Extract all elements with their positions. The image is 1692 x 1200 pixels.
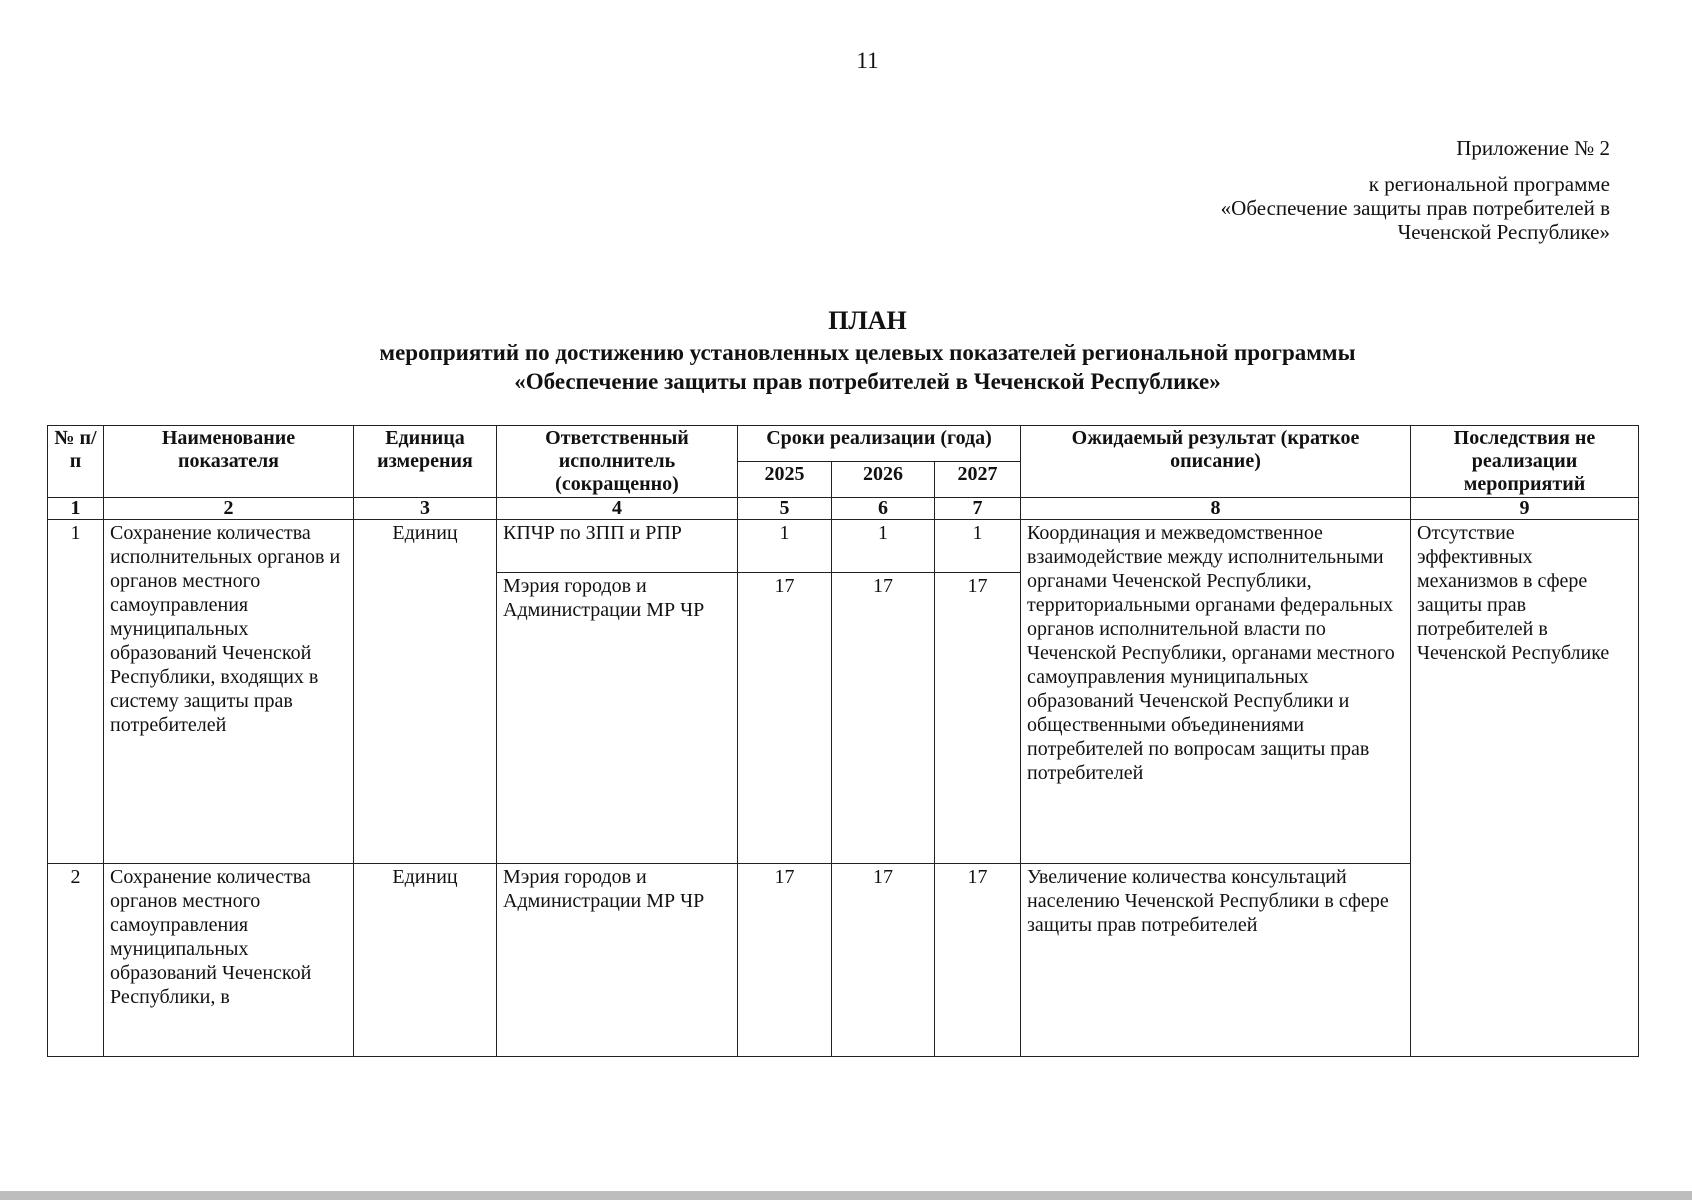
executor: Мэрия городов и Администрации МР ЧР	[497, 864, 738, 1057]
header-terms: Сроки реализации (года)	[738, 426, 1021, 462]
column-number: 8	[1021, 498, 1411, 520]
expected-result: Координация и межведомственное взаимодействие между исполнительными органами Чеченской Республики, территориальными органами федеральных органов исполнительной власти по Чеченской Республики, органами местного самоуправления муниципальных образований Чеченской Республики и общественными объединениями потребителей по вопросам защиты прав потребителей	[1021, 520, 1411, 864]
scan-edge-strip	[0, 1191, 1692, 1200]
value-2026: 1	[832, 520, 935, 573]
header-year-2026: 2026	[832, 462, 935, 498]
column-number: 5	[738, 498, 832, 520]
appendix-reference	[1090, 172, 1610, 244]
value-2027: 17	[935, 573, 1021, 864]
row-number: 2	[48, 864, 104, 1057]
header-name: Наименование показателя	[104, 426, 354, 498]
appendix-line-1: к региональной программе	[1368, 172, 1610, 196]
value-2027: 17	[935, 864, 1021, 1057]
header-result: Ожидаемый результат (краткое описание)	[1021, 426, 1411, 498]
table-row	[48, 864, 1639, 1057]
table-row	[48, 520, 1639, 573]
unit: Единиц	[354, 864, 497, 1057]
header-unit: Единица измерения	[354, 426, 497, 498]
indicator-name: Сохранение количества исполнительных органов и органов местного самоуправления муниципальных образований Чеченской Республики, входящих в систему защиты прав потребителей	[104, 520, 354, 864]
column-number: 2	[104, 498, 354, 520]
column-number: 9	[1411, 498, 1639, 520]
value-2026: 17	[832, 573, 935, 864]
appendix-line-3: Чеченской Республике»	[1397, 220, 1610, 244]
appendix-line-2: «Обеспечение защиты прав потребителей в	[1220, 196, 1610, 220]
column-number: 7	[935, 498, 1021, 520]
header-no: № п/п	[48, 426, 104, 498]
unit: Единиц	[354, 520, 497, 864]
column-number: 3	[354, 498, 497, 520]
value-2027: 1	[935, 520, 1021, 573]
column-number: 6	[832, 498, 935, 520]
document-subtitle	[0, 338, 1692, 396]
document-subtitle-line-1: мероприятий по достижению установленных целевых показателей региональной программы	[379, 340, 1356, 365]
document-title: ПЛАН	[828, 306, 907, 335]
header-year-2027: 2027	[935, 462, 1021, 498]
consequences: Отсутствие эффективных механизмов в сфере защиты прав потребителей в Чеченской Республике	[1411, 520, 1639, 1057]
value-2025: 17	[738, 864, 832, 1057]
header-row	[48, 426, 1639, 462]
value-2025: 1	[738, 520, 832, 573]
page-number: 11	[856, 48, 879, 73]
indicator-name: Сохранение количества органов местного самоуправления муниципальных образований Чеченской Республики, в	[104, 864, 354, 1057]
plan-table	[47, 425, 1639, 1057]
column-number-row	[48, 498, 1639, 520]
executor: КПЧР по ЗПП и РПР	[497, 520, 738, 573]
column-number: 4	[497, 498, 738, 520]
row-number: 1	[48, 520, 104, 864]
header-year-2025: 2025	[738, 462, 832, 498]
executor: Мэрия городов и Администрации МР ЧР	[497, 573, 738, 864]
expected-result: Увеличение количества консультаций населению Чеченской Республики в сфере защиты прав потребителей	[1021, 864, 1411, 1057]
header-executor: Ответственный исполнитель (сокращенно)	[497, 426, 738, 498]
column-number: 1	[48, 498, 104, 520]
value-2026: 17	[832, 864, 935, 1057]
document-subtitle-line-2: «Обеспечение защиты прав потребителей в Чеченской Республике»	[514, 369, 1221, 394]
appendix-title: Приложение № 2	[1456, 136, 1610, 160]
value-2025: 17	[738, 573, 832, 864]
header-consequences: Последствия не реализации мероприятий	[1411, 426, 1639, 498]
